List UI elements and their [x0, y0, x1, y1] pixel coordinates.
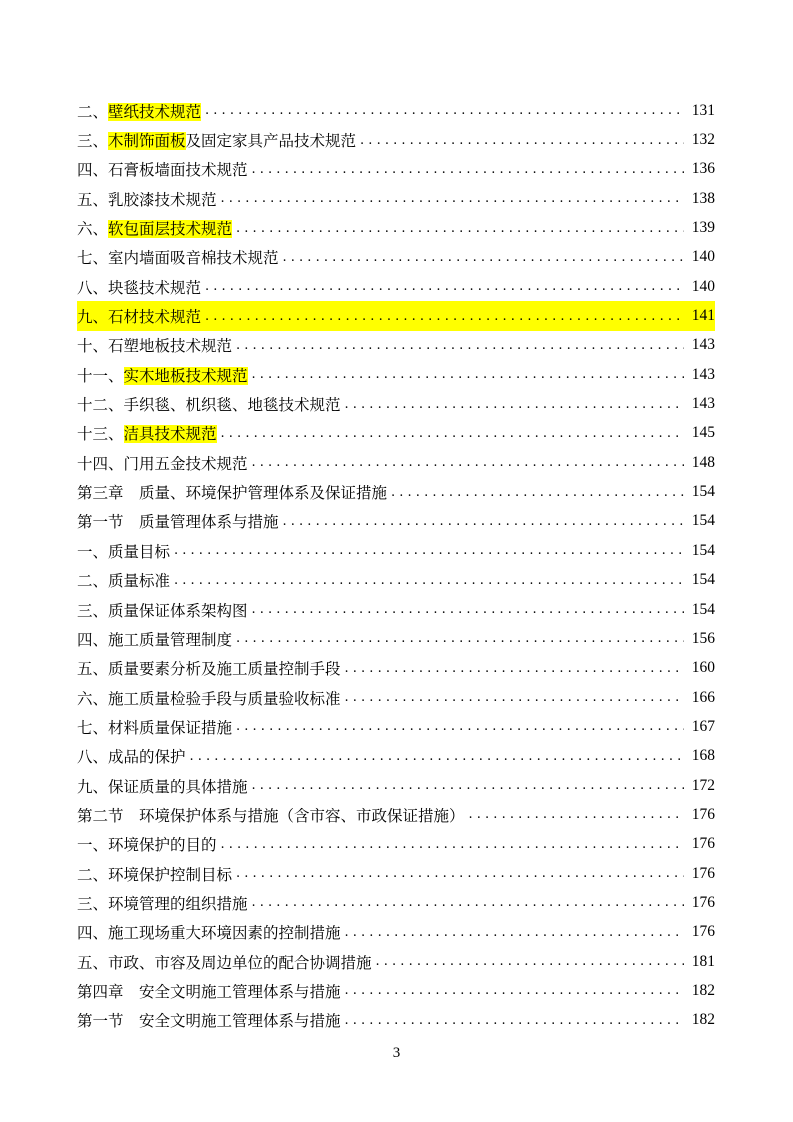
toc-entry[interactable]	[77, 360, 715, 389]
highlighted-text: 实木地板技术规范	[123, 366, 248, 385]
toc-entry[interactable]	[77, 419, 715, 448]
toc-page-number: 176	[691, 923, 715, 941]
toc-entry-title	[77, 980, 341, 1002]
toc-text: 三、	[77, 132, 109, 151]
toc-entry-title	[77, 628, 232, 650]
toc-text: 及固定家具产品技术规范	[185, 132, 357, 151]
toc-text: 四、施工质量管理制度	[77, 630, 233, 649]
toc-entry[interactable]	[77, 830, 715, 859]
toc-entry-title	[77, 246, 279, 268]
toc-text: 二、	[77, 102, 109, 121]
page-number: 3	[392, 1045, 401, 1061]
dot-leader	[469, 807, 684, 822]
toc-text: 二、质量标准	[77, 572, 171, 591]
toc-entry[interactable]	[77, 477, 715, 506]
toc-entry-title	[77, 599, 248, 621]
highlighted-text: 壁纸技术规范	[108, 102, 202, 121]
toc-entry-title	[77, 129, 356, 151]
toc-text: 四、施工现场重大环境因素的控制措施	[77, 924, 341, 943]
dot-leader	[252, 455, 684, 470]
dot-leader	[345, 661, 684, 676]
table-of-contents	[77, 96, 715, 1035]
toc-entry[interactable]	[77, 566, 715, 595]
toc-page-number: 181	[691, 952, 715, 970]
toc-entry[interactable]	[77, 243, 715, 272]
toc-entry[interactable]	[77, 389, 715, 418]
toc-entry-title	[77, 481, 387, 503]
dot-leader	[190, 749, 684, 764]
toc-entry-title	[77, 569, 170, 591]
toc-page-number: 182	[691, 981, 715, 999]
toc-entry[interactable]	[77, 800, 715, 829]
toc-text: 一、质量目标	[77, 542, 171, 561]
dot-leader	[236, 338, 684, 353]
toc-page-number: 154	[691, 600, 715, 618]
toc-page-number: 139	[691, 219, 715, 237]
toc-page-number: 176	[691, 864, 715, 882]
dot-leader	[252, 778, 684, 793]
toc-entry-title	[77, 393, 341, 415]
toc-page-number: 156	[691, 629, 715, 647]
dot-leader	[205, 309, 684, 324]
toc-text: 三、质量保证体系架构图	[77, 601, 248, 620]
toc-page-number: 166	[691, 688, 715, 706]
toc-entry-title	[77, 188, 217, 210]
toc-entry-title	[77, 452, 248, 474]
dot-leader	[221, 837, 684, 852]
toc-entry-title	[77, 833, 217, 855]
highlighted-text: 软包面层技术规范	[108, 220, 233, 239]
toc-page-number: 154	[691, 512, 715, 530]
dot-leader	[283, 250, 684, 265]
toc-entry-title	[77, 951, 372, 973]
toc-page-number: 132	[691, 131, 715, 149]
toc-text: 第一节 安全文明施工管理体系与措施	[77, 1012, 341, 1031]
toc-entry-title	[77, 276, 201, 298]
dot-leader	[236, 719, 684, 734]
toc-entry-title	[77, 334, 232, 356]
toc-text: 七、室内墙面吸音棉技术规范	[77, 249, 279, 268]
toc-entry-title	[77, 775, 248, 797]
toc-text: 八、块毯技术规范	[77, 278, 202, 297]
toc-entry-title	[77, 745, 186, 767]
dot-leader	[345, 1013, 684, 1028]
toc-entry[interactable]	[77, 859, 715, 888]
toc-entry-title	[77, 422, 217, 444]
dot-leader	[345, 925, 684, 940]
toc-page-number: 143	[691, 395, 715, 413]
toc-text: 五、市政、市容及周边单位的配合协调措施	[77, 953, 372, 972]
toc-entry[interactable]	[77, 125, 715, 154]
toc-page-number: 141	[691, 307, 715, 325]
toc-page-number: 131	[691, 101, 715, 119]
toc-entry[interactable]	[77, 976, 715, 1005]
dot-leader	[174, 543, 684, 558]
toc-entry[interactable]	[77, 742, 715, 771]
toc-page-number: 138	[691, 189, 715, 207]
toc-entry-title	[77, 158, 248, 180]
toc-entry[interactable]	[77, 712, 715, 741]
toc-entry[interactable]	[77, 184, 715, 213]
toc-entry[interactable]	[77, 1006, 715, 1035]
highlighted-text: 洁具技术规范	[123, 425, 217, 444]
toc-text: 十、石塑地板技术规范	[77, 337, 233, 356]
toc-entry-title	[77, 217, 232, 239]
toc-entry[interactable]	[77, 96, 715, 125]
dot-leader	[345, 983, 684, 998]
toc-text: 二、环境保护控制目标	[77, 865, 233, 884]
toc-entry-title	[77, 921, 341, 943]
toc-entry[interactable]	[77, 507, 715, 536]
dot-leader	[391, 485, 684, 500]
toc-text: 十三、	[77, 425, 124, 444]
toc-entry-title	[77, 892, 248, 914]
toc-entry[interactable]	[77, 448, 715, 477]
toc-text: 七、材料质量保证措施	[77, 718, 233, 737]
dot-leader	[376, 954, 684, 969]
highlighted-text: 木制饰面板	[108, 132, 186, 151]
dot-leader	[345, 397, 684, 412]
toc-entry-title	[77, 657, 341, 679]
toc-entry[interactable]	[77, 947, 715, 976]
toc-page-number: 154	[691, 541, 715, 559]
dot-leader	[174, 573, 684, 588]
toc-text: 十二、手织毯、机织毯、地毯技术规范	[77, 396, 341, 415]
toc-page-number: 140	[691, 248, 715, 266]
toc-page-number: 176	[691, 835, 715, 853]
toc-text: 一、环境保护的目的	[77, 836, 217, 855]
toc-page-number: 176	[691, 893, 715, 911]
toc-entry-title	[77, 364, 248, 386]
dot-leader	[221, 191, 684, 206]
dot-leader	[221, 426, 684, 441]
toc-text: 九、保证质量的具体措施	[77, 777, 248, 796]
toc-text: 三、环境管理的组织措施	[77, 894, 248, 913]
toc-text: 第三章 质量、环境保护管理体系及保证措施	[77, 484, 388, 503]
toc-page-number: 143	[691, 336, 715, 354]
dot-leader	[345, 690, 684, 705]
dot-leader	[252, 602, 684, 617]
toc-entry-title	[77, 305, 201, 327]
toc-text: 第一节 质量管理体系与措施	[77, 513, 279, 532]
toc-page-number: 136	[691, 160, 715, 178]
toc-text: 第二节 环境保护体系与措施（含市容、市政保证措施）	[77, 806, 465, 825]
toc-text: 第四章 安全文明施工管理体系与措施	[77, 982, 341, 1001]
toc-entry[interactable]	[77, 683, 715, 712]
toc-text: 五、质量要素分析及施工质量控制手段	[77, 660, 341, 679]
dot-leader	[252, 895, 684, 910]
dot-leader	[252, 162, 684, 177]
toc-text: 五、乳胶漆技术规范	[77, 190, 217, 209]
toc-page-number: 167	[691, 717, 715, 735]
toc-entry[interactable]	[77, 155, 715, 184]
dot-leader	[236, 866, 684, 881]
toc-page-number: 172	[691, 776, 715, 794]
toc-page-number: 143	[691, 365, 715, 383]
toc-page-number: 160	[691, 659, 715, 677]
toc-entry[interactable]	[77, 595, 715, 624]
toc-entry[interactable]	[77, 213, 715, 242]
toc-entry[interactable]	[77, 536, 715, 565]
toc-text: 八、成品的保护	[77, 748, 186, 767]
toc-entry[interactable]	[77, 888, 715, 917]
toc-entry-title	[77, 687, 341, 709]
dot-leader	[236, 631, 684, 646]
toc-page-number: 140	[691, 277, 715, 295]
toc-entry[interactable]	[77, 654, 715, 683]
toc-entry-title	[77, 510, 279, 532]
dot-leader	[252, 367, 684, 382]
toc-entry[interactable]	[77, 331, 715, 360]
toc-page-number: 168	[691, 747, 715, 765]
dot-leader	[283, 514, 684, 529]
toc-entry-title	[77, 100, 201, 122]
dot-leader	[205, 279, 684, 294]
toc-entry[interactable]	[77, 272, 715, 301]
toc-text: 六、	[77, 220, 109, 239]
toc-entry[interactable]	[77, 771, 715, 800]
toc-page-number: 148	[691, 453, 715, 471]
toc-page-number: 154	[691, 571, 715, 589]
toc-entry-title	[77, 716, 232, 738]
toc-entry[interactable]	[77, 301, 715, 330]
toc-page-number: 154	[691, 483, 715, 501]
dot-leader	[205, 103, 684, 118]
dot-leader	[236, 221, 684, 236]
dot-leader	[360, 133, 684, 148]
toc-entry-title	[77, 863, 232, 885]
toc-entry-title	[77, 540, 170, 562]
toc-page-number: 176	[691, 805, 715, 823]
toc-entry-title	[77, 1009, 341, 1031]
toc-page-number: 145	[691, 424, 715, 442]
toc-entry[interactable]	[77, 918, 715, 947]
toc-entry[interactable]	[77, 624, 715, 653]
toc-text: 四、石膏板墙面技术规范	[77, 161, 248, 180]
toc-text: 十四、门用五金技术规范	[77, 454, 248, 473]
toc-entry-title	[77, 804, 465, 826]
toc-text: 十一、	[77, 366, 124, 385]
toc-page-number: 182	[691, 1011, 715, 1029]
toc-text: 六、施工质量检验手段与质量验收标准	[77, 689, 341, 708]
toc-text: 九、石材技术规范	[77, 308, 202, 327]
